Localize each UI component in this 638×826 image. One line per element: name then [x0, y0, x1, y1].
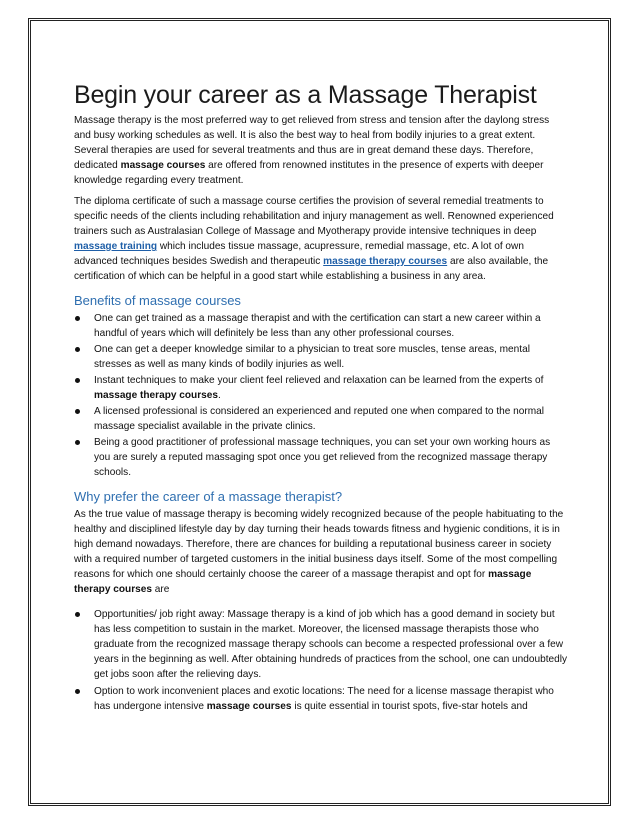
bullet-icon: [75, 347, 80, 352]
bullet-icon: [75, 440, 80, 445]
list-item-text: One can get a deeper knowledge similar to a physician to treat sore muscles, tense areas, mental stresses as well as many kinds of bodily injuries as well.: [94, 344, 530, 370]
list-item-text: One can get trained as a massage therapist and with the certification can start a new career within a handful of years which will definitely be less than any other professional courses.: [94, 313, 541, 339]
bold-keyword: massage courses: [120, 160, 206, 171]
bold-keyword: massage therapy courses: [94, 390, 218, 401]
massage-therapy-courses-link[interactable]: massage therapy courses: [323, 256, 448, 267]
text-run: The diploma certificate of such a massage course certifies the provision of several remedial treatments to specific needs of the clients including rehabilitation and injury management as well. Renowned experienced trainers such as Australasian College of Massage and Myotherapy provide intensive techniques in deep: [74, 196, 554, 237]
benefits-list: [74, 311, 568, 480]
why-paragraph: [74, 507, 568, 597]
page-title: Begin your career as a Massage Therapist: [74, 81, 537, 109]
list-item: [74, 311, 568, 341]
text-run: As the true value of massage therapy is becoming widely recognized because of the people habituating to the healthy and disciplined lifestyle day by day turning their heads towards fitness and hygienic conditions, it is in high demand nowadays. Therefore, there are chances for building a reputational business career in society with a required number of targeted customers in the initial business days itself. Some of the most compelling reasons for which one should certainly choose the career of a massage therapist and opt for: [74, 509, 564, 580]
list-item-text: A licensed professional is considered an experienced and reputed one when compared to the normal massage specialist available in the private clinics.: [94, 406, 545, 432]
document-body: [74, 80, 568, 720]
list-item-text: Opportunities/ job right away: Massage therapy is a kind of job which has a good demand in society but has less competition to sustain in the market. Moreover, the licensed massage therapists those who graduate from the recognized massage therapy schools can become a respected professional over a few years in the beginning as well. After obtaining hundreds of practices from the school, one can undoubtedly get jobs soon after the relieving days.: [94, 609, 568, 680]
list-item-text: Being a good practitioner of professional massage techniques, you can set your own working hours as you are surely a reputed massaging spot once you get relieved from the recognized massage therapy schools.: [94, 437, 551, 478]
list-item: [74, 342, 568, 372]
text-run: which includes tissue massage, acupressure, remedial massage, etc. A lot of own advanced techniques besides Swedish and therapeutic: [74, 241, 524, 267]
list-item: [74, 607, 568, 682]
text-run: are offered from renowned institutes in the presence of experts with deeper knowledge regarding every treatment.: [74, 160, 544, 186]
text-run: are also available, the certification of which can be helpful in a good start while establishing a business in any area.: [74, 256, 549, 282]
bullet-icon: [75, 612, 80, 617]
list-item-text: Option to work inconvenient places and exotic locations: The need for a license massage therapist who has undergone intensive: [94, 686, 554, 712]
list-item: [74, 435, 568, 480]
bullet-icon: [75, 316, 80, 321]
list-item-text: is quite essential in tourist spots, five-star hotels and: [291, 701, 528, 712]
bold-keyword: massage therapy courses: [74, 569, 532, 595]
bullet-icon: [75, 689, 80, 694]
list-item-text: Instant techniques to make your client feel relieved and relaxation can be learned from the experts of: [94, 375, 544, 386]
list-item: [74, 373, 568, 403]
text-run: Massage therapy is the most preferred way to get relieved from stress and tension after the daylong stress and busy working schedules as well. It is also the best way to heal from bodily injuries to a great extent. Several therapies are used for several treatments and thus are in great demand these days. Therefore, dedicated: [74, 115, 550, 171]
why-heading: Why prefer the career of a massage therapist?: [74, 489, 343, 504]
bullet-icon: [75, 378, 80, 383]
reasons-list: [74, 607, 568, 714]
list-item-text: .: [218, 390, 221, 401]
intro-paragraph-1: [74, 113, 568, 188]
bullet-icon: [75, 409, 80, 414]
massage-training-link[interactable]: massage training: [74, 241, 158, 252]
list-item: [74, 404, 568, 434]
text-run: are: [151, 584, 170, 595]
list-item: [74, 684, 568, 714]
intro-paragraph-2: [74, 194, 568, 284]
bold-keyword: massage courses: [206, 701, 292, 712]
benefits-heading: Benefits of massage courses: [74, 293, 241, 308]
